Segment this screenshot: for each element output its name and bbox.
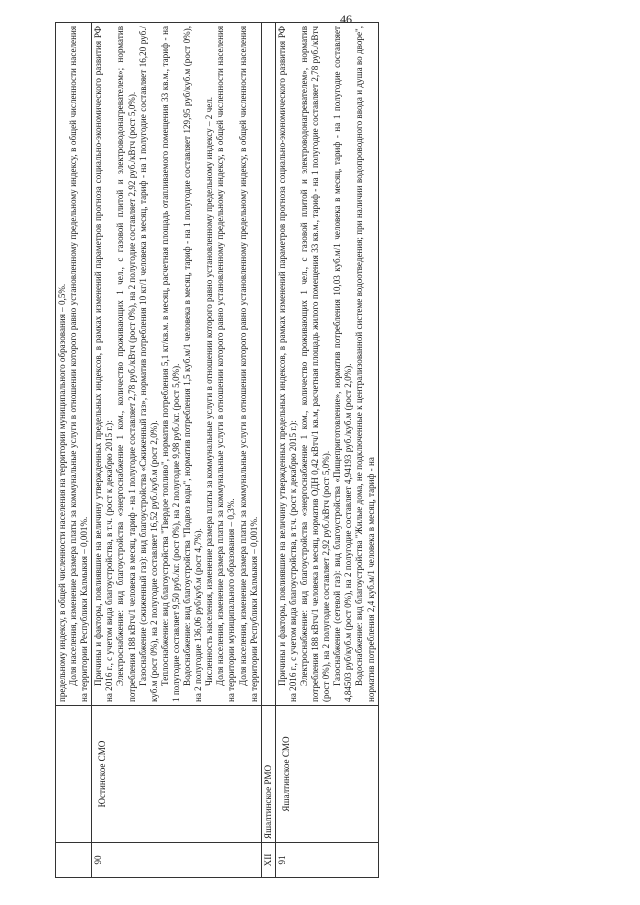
municipality-name: Яшалтинское СМО: [275, 706, 378, 843]
row-number: 91: [275, 843, 378, 878]
municipality-name: Юстинское СМО: [92, 706, 261, 843]
page-number: 46: [340, 12, 352, 26]
cell-text: [275, 23, 378, 706]
table-row-continuation: [56, 23, 92, 878]
paragraph: Газоснабжение (сжиженный газ): вид благоустройства «Сжиженный газ», норматив потребления 10 кг/1 человека в месяц, тариф - на 1 полугодие составляет 16,20 руб./куб.м (рост 0%), на 2 полугодие составляет 16,52 руб./куб.м (рост 2,0%).: [137, 26, 159, 702]
paragraph: Водоснабжение: вид благоустройства "Подвоз воды", норматив потребления 1,5 куб.м/1 человека в месяц, тариф - на 1 полугодие составляет 129,95 руб/куб.м (рост 0%), на 2 полугодие 136,06 руб/куб.м (рост 4,7%).: [182, 26, 204, 702]
section-name: Яшалтинское РМО: [261, 706, 275, 843]
cell-num: [56, 843, 92, 878]
row-number: 90: [92, 843, 261, 878]
section-number: XII: [261, 843, 275, 878]
paragraph: Доля населения, изменение размера платы за коммунальные услуги в отношении которого равно установленному предельному индексу, в общей численности населения на территории Республики Калмыкия – 0,001%.: [237, 26, 259, 702]
paragraph: Доля населения, изменение размера платы за коммунальные услуги в отношении которого равно установленному предельному индексу, в общей численности населения на территории Республики Калмыкия – 0,001%.: [68, 26, 90, 702]
paragraph: Причины и факторы, повлиявшие на величину утвержденных предельных индексов, в рамках изменений параметров прогноза социально-экономического развития РФ на 2016 г., с учетом вида благоустройства, в т.ч. (рост к декабрю 2015 г.):: [276, 26, 298, 702]
paragraph: Численность населения, изменение размера платы за коммунальные услуги в отношении которого равно установленному предельному индексу – 2 чел.: [204, 96, 215, 686]
cell-text: [92, 23, 261, 706]
cell-text: [56, 23, 92, 706]
paragraph: Доля населения, изменение размера платы за коммунальные услуги в отношении которого равно установленному предельному индексу, в общей численности населения на территории муниципального образования – 0,3%.: [215, 26, 237, 702]
paragraph: предельному индексу, в общей численности населения на территории муниципального образования – 0,5%.: [57, 283, 67, 702]
table-row-91: [275, 23, 378, 878]
paragraph: Причины и факторы, повлиявшие на величину утвержденных предельных индексов, в рамках изменений параметров прогноза социально-экономического развития РФ на 2016 г., с учетом вида благоустройства, в т.ч. (рост к декабрю 2015 г.):: [93, 26, 115, 702]
rotated-table-wrapper: [55, 23, 610, 878]
cell-text: [261, 23, 275, 706]
table-row-90: [92, 23, 261, 878]
paragraph: Электроснабжение: вид благоустройства «энергоснабжение 1 ком., количество проживающих 1 чел., с газовой плитой и электроводонагревателем», норматив потребления 188 кВтч/1 человека в месяц, норматив ОДН 0,42 кВтч/1 кв.м, расчетная площадь жилого помещения 33 кв.м., тариф - на 1 полугодие составляет 2,78 руб./кВтч (рост 0%), на 2 полугодие составляет 2,92 руб./кВтч (рост 5,0%).: [298, 26, 332, 702]
paragraph: Теплоснабжение: вид благоустройства "Твердое топливо", норматив потребления 5,1 кг/кв.м. в месяц, расчетная площадь отапливаемого помещения 33 кв.м., тариф - на 1 полугодие составляет 9,50 руб./кг. (рост 0%), на 2 полугодие 9,98 руб./кг. (рост 5,0%).: [159, 26, 181, 702]
indices-table: [55, 22, 379, 878]
section-row: [261, 23, 275, 878]
paragraph: Электроснабжение: вид благоустройства «энергоснабжение 1 ком., количество проживающих 1 чел., с газовой плитой и электроводонагревателем»; норматив потребления 188 кВтч/1 человека в месяц, тариф - на 1 полугодие составляет 2,78 руб./кВтч (рост 0%), на 2 полугодие составляет 2,92 руб./кВтч (рост 5,0%).: [115, 26, 137, 702]
cell-name: [56, 706, 92, 843]
paragraph: Газоснабжение (сетевой газ): вид благоустройства «Пищеприготовление», норматив потребления 10,03 куб.м/1 человека в месяц, тариф - на 1 полугодие составляет 4,84503 руб/куб.м (рост 0%), на 2 полугодие составляет 4,94193 руб./куб.м (рост 2,0%).: [332, 26, 354, 702]
paragraph: Водоснабжение: вид благоустройства "Жилые дома, не подключенные к централизованной системе водоотведения; при наличии водопроводного ввода и душа во дворе", норматив потребления 2,4 куб.м/1 человека в месяц, тариф - на: [354, 26, 376, 702]
